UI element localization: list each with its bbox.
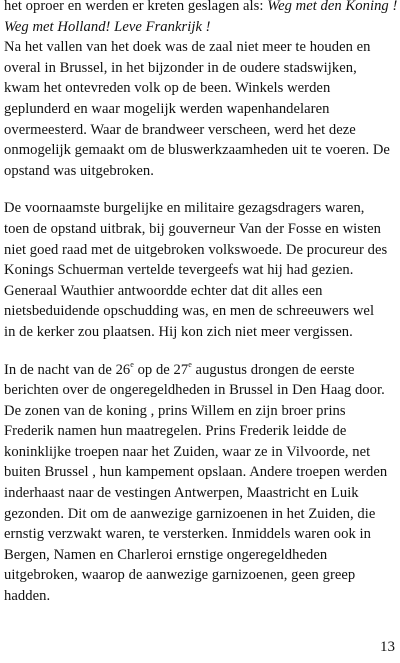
text-run: opstand was uitgebroken.: [4, 162, 154, 179]
text-line: [4, 360, 396, 381]
text-line: [4, 78, 396, 99]
text-line: [4, 565, 396, 586]
paragraph: [4, 198, 396, 342]
text-run: De voornaamste burgelijke en militaire gezagsdragers waren,: [4, 200, 365, 217]
text-line: [4, 322, 396, 343]
text-run: Bergen, Namen en Charleroi ernstige ongeregeldheden: [4, 546, 328, 563]
text-line: [4, 504, 396, 525]
text-run: nietsbeduidende opschudding was, en men de schreeuwers wel: [4, 303, 375, 320]
text-line: [4, 260, 396, 281]
text-line: [4, 483, 396, 504]
text-line: [4, 120, 396, 141]
paragraph: [4, 360, 396, 607]
text-run: augustus drongen de eerste: [191, 361, 355, 378]
text-run: overmeesterd. Waar de brandweer verscheen, werd het deze: [4, 121, 356, 138]
text-line: [4, 301, 396, 322]
text-run: buiten Brussel , hun kampement opslaan. Andere troepen werden: [4, 464, 388, 481]
italic-text-run: Weg met den Koning !: [267, 0, 398, 14]
text-line: [4, 198, 396, 219]
text-run: in de kerker zou plaatsen. Hij kon zich niet meer vergissen.: [4, 323, 353, 340]
text-run: berichten over de ongeregeldheden in Brussel in Den Haag door.: [4, 382, 385, 399]
text-line: [4, 37, 396, 58]
text-run: Generaal Wauthier antwoordde echter dat dit alles een: [4, 282, 323, 299]
text-line: [4, 281, 396, 302]
text-line: [4, 421, 396, 442]
text-run: geplunderd en waar mogelijk werden wapenhandelaren: [4, 100, 330, 117]
text-line: [4, 140, 396, 161]
text-line: [4, 0, 396, 17]
text-run: uitgebroken, waarop de aanwezige garnizoenen, geen greep: [4, 567, 356, 584]
text-run: Frederik namen hun maatregelen. Prins Frederik leidde de: [4, 423, 347, 440]
text-line: [4, 58, 396, 79]
text-line: [4, 219, 396, 240]
superscript-ordinal: e: [130, 359, 134, 369]
text-run: ernstig verzwakt waren, te versterken. Inmiddels waren ook in: [4, 526, 371, 543]
superscript-ordinal: e: [188, 359, 192, 369]
text-run: In de nacht van de 26: [4, 361, 131, 378]
text-run: niet goed raad met de uitgebroken volkswoede. De procureur des: [4, 241, 388, 258]
text-line: [4, 545, 396, 566]
text-run: onmogelijk gemaakt om de bluswerkzaamheden uit te voeren. De: [4, 142, 390, 159]
text-line: [4, 442, 396, 463]
text-run: inderhaast naar de vestingen Antwerpen, Maastricht en Luik: [4, 485, 359, 502]
text-run: Konings Schuerman vertelde tevergeefs wat hij had gezien.: [4, 262, 354, 279]
text-line: [4, 586, 396, 607]
page-number: 13: [380, 639, 395, 655]
italic-text-run: Weg met Holland! Leve Frankrijk !: [4, 18, 211, 35]
paragraph: [4, 0, 396, 181]
text-line: [4, 380, 396, 401]
paragraph-spacing: [4, 181, 396, 198]
text-run: overal in Brussel, in het bijzonder in de oudere stadswijken,: [4, 59, 357, 76]
text-line: [4, 401, 396, 422]
text-run: De zonen van de koning , prins Willem en zijn broer prins: [4, 402, 346, 419]
body-text: [4, 0, 396, 607]
text-run: toen de opstand uitbrak, bij gouverneur Van der Fosse en wisten: [4, 220, 381, 237]
text-line: [4, 161, 396, 182]
text-run: op de 27: [133, 361, 189, 378]
text-line: [4, 524, 396, 545]
text-run: hadden.: [4, 588, 51, 605]
text-run: het oproer en werden er kreten geslagen als:: [4, 0, 268, 14]
text-line: [4, 17, 396, 38]
text-run: Na het vallen van het doek was de zaal niet meer te houden en: [4, 39, 371, 56]
text-run: koninklijke troepen naar het Zuiden, waar ze in Vilvoorde, net: [4, 443, 371, 460]
text-line: [4, 99, 396, 120]
text-line: [4, 240, 396, 261]
text-run: kwam het ontevreden volk op de been. Winkels werden: [4, 80, 331, 97]
text-run: gezonden. Dit om de aanwezige garnizoenen in het Zuiden, die: [4, 505, 376, 522]
text-line: [4, 462, 396, 483]
paragraph-spacing: [4, 343, 396, 360]
